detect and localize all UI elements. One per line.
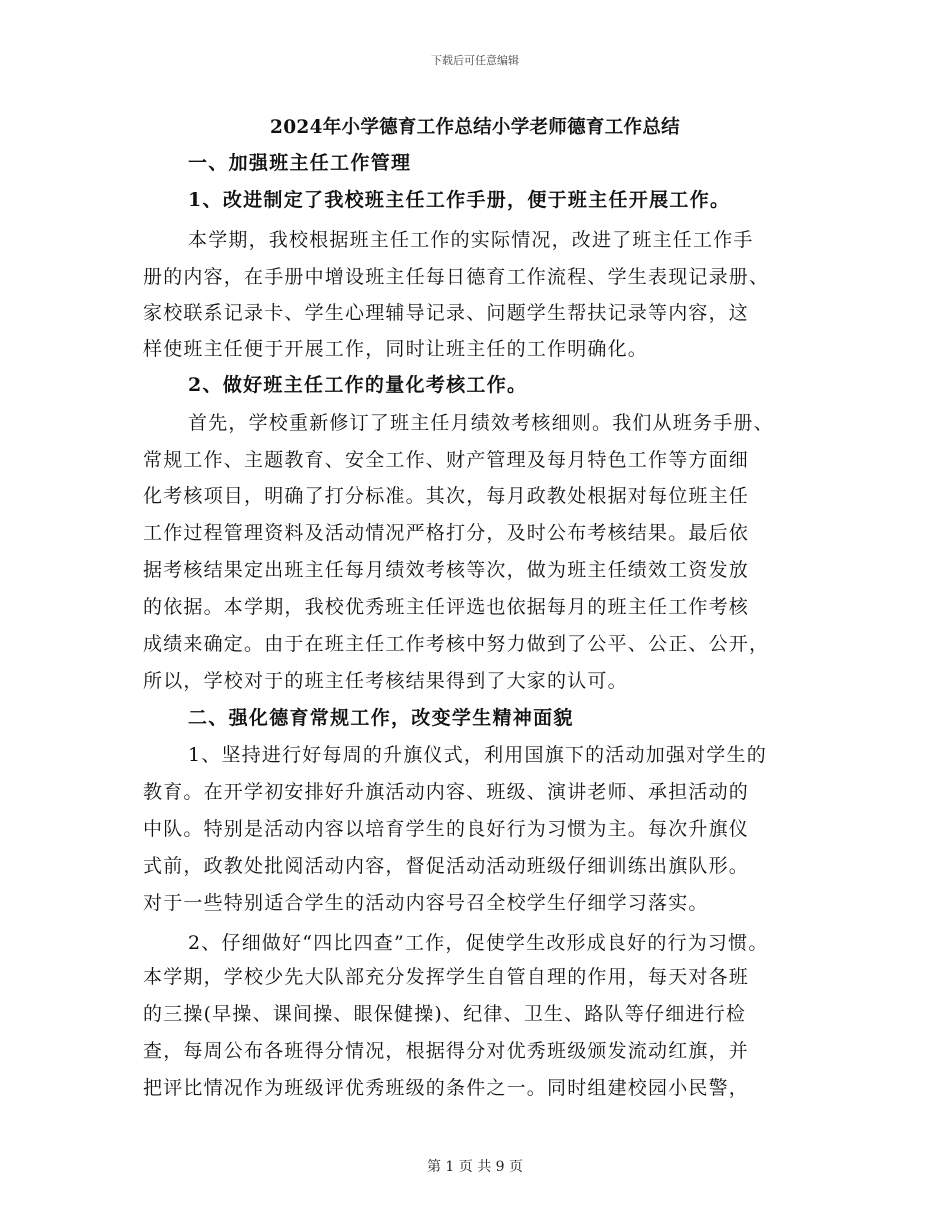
paragraph-line: 册的内容，在手册中增设班主任每日德育工作流程、学生表现记录册、 xyxy=(143,266,770,288)
paragraph-line: 2、仔细做好“四比四查”工作，促使学生改形成良好的行为习惯。 xyxy=(188,932,769,954)
subsection-heading: 1、改进制定了我校班主任工作手册，便于班主任开展工作。 xyxy=(188,189,731,211)
paragraph-line: 本学期，学校少先大队部充分发挥学生自管自理的作用，每天对各班 xyxy=(143,966,750,988)
paragraph-line: 样使班主任便于开展工作，同时让班主任的工作明确化。 xyxy=(143,338,649,360)
paragraph-line: 查，每周公布各班得分情况，根据得分对优秀班级颁发流动红旗，并 xyxy=(143,1040,750,1062)
section-heading: 一、加强班主任工作管理 xyxy=(188,152,412,174)
section-heading: 二、强化德育常规工作，改变学生精神面貌 xyxy=(188,707,574,729)
paragraph-line: 的依据。本学期，我校优秀班主任评选也依据每月的班主任工作考核 xyxy=(143,596,750,618)
paragraph-line: 常规工作、主题教育、安全工作、财产管理及每月特色工作等方面细 xyxy=(143,449,750,471)
paragraph-line: 据考核结果定出班主任每月绩效考核等次，做为班主任绩效工资发放 xyxy=(143,559,750,581)
paragraph-line: 首先，学校重新修订了班主任月绩效考核细则。我们从班务手册、 xyxy=(188,412,774,434)
paragraph-line: 把评比情况作为班级评优秀班级的条件之一。同时组建校园小民警， xyxy=(143,1077,750,1099)
paragraph-line: 成绩来确定。由于在班主任工作考核中努力做到了公平、公正、公开， xyxy=(143,633,770,655)
paragraph-line: 1、坚持进行好每周的升旗仪式，利用国旗下的活动加强对学生的 xyxy=(188,744,767,766)
paragraph-line: 化考核项目，明确了打分标准。其次，每月政教处根据对每位班主任 xyxy=(143,485,750,507)
paragraph-line: 中队。特别是活动内容以培育学生的良好行为习惯为主。每次升旗仪 xyxy=(143,818,750,840)
subsection-heading: 2、做好班主任工作的量化考核工作。 xyxy=(188,374,528,396)
paragraph-line: 工作过程管理资料及活动情况严格打分，及时公布考核结果。最后依 xyxy=(143,522,750,544)
page-number: 第 1 页 共 9 页 xyxy=(426,1159,524,1175)
paragraph-line: 家校联系记录卡、学生心理辅导记录、问题学生帮扶记录等内容，这 xyxy=(143,302,750,324)
paragraph-line: 教育。在开学初安排好升旗活动内容、班级、演讲老师、承担活动的 xyxy=(143,781,750,803)
paragraph-line: 本学期，我校根据班主任工作的实际情况，改进了班主任工作手 xyxy=(188,229,754,251)
document-title: 2024年小学德育工作总结小学老师德育工作总结 xyxy=(270,117,680,138)
paragraph-line: 的三操(早操、课间操、眼保健操)、纪律、卫生、路队等仔细进行检 xyxy=(143,1003,747,1025)
paragraph-line: 所以，学校对于的班主任考核结果得到了大家的认可。 xyxy=(143,670,628,692)
paragraph-line: 对于一些特别适合学生的活动内容号召全校学生仔细学习落实。 xyxy=(143,892,709,914)
paragraph-line: 式前，政教处批阅活动内容，督促活动活动班级仔细训练出旗队形。 xyxy=(143,855,750,877)
header-note: 下载后可任意编辑 xyxy=(431,54,519,67)
